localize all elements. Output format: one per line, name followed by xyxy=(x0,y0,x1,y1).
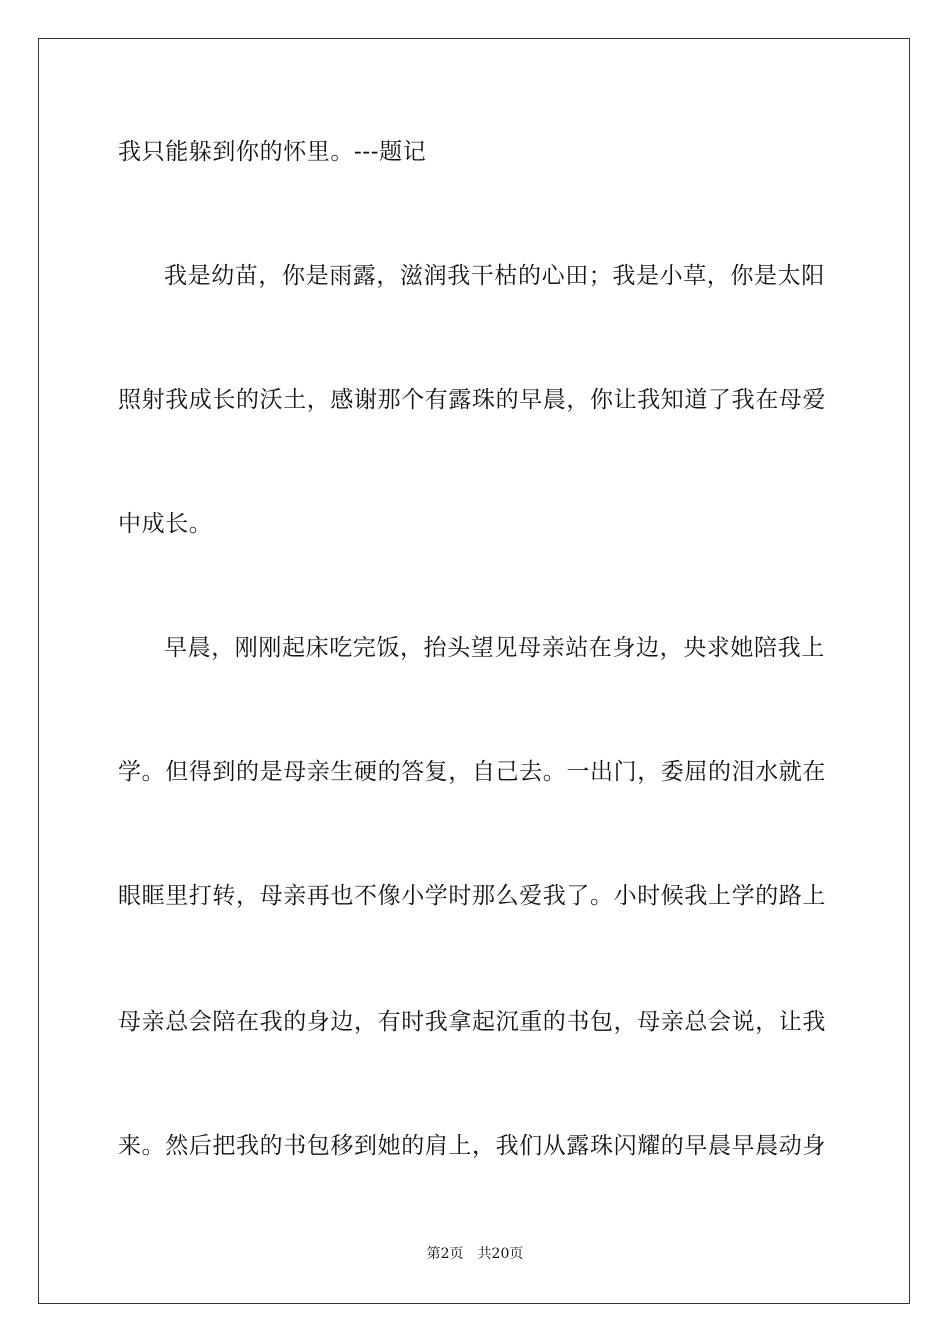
paragraph-2-line-4: 母亲总会陪在我的身边，有时我拿起沉重的书包，母亲总会说，让我 xyxy=(118,1009,826,1035)
page-border xyxy=(38,38,910,1304)
paragraph-1-line-1: 我是幼苗，你是雨露，滋润我干枯的心田；我是小草，你是太阳 xyxy=(164,263,825,289)
paragraph-2-line-5: 来。然后把我的书包移到她的肩上，我们从露珠闪耀的早晨早晨动身 xyxy=(118,1133,826,1159)
paragraph-2-line-3: 眼眶里打转，母亲再也不像小学时那么爱我了。小时候我上学的路上 xyxy=(118,883,826,909)
paragraph-1-line-3: 中成长。 xyxy=(118,511,213,537)
page-total: 共20页 xyxy=(477,1246,524,1262)
paragraph-2-line-2: 学。但得到的是母亲生硬的答复，自己去。一出门，委屈的泪水就在 xyxy=(118,759,826,785)
page-number: 第2页 xyxy=(426,1246,464,1262)
paragraph-2-line-1: 早晨，刚刚起床吃完饭，抬头望见母亲站在身边，央求她陪我上 xyxy=(164,635,825,661)
paragraph-1-line-2: 照射我成长的沃土，感谢那个有露珠的早晨，你让我知道了我在母爱 xyxy=(118,387,826,413)
page-footer xyxy=(0,1244,950,1264)
epigraph-line: 我只能躲到你的怀里。---题记 xyxy=(118,139,427,165)
